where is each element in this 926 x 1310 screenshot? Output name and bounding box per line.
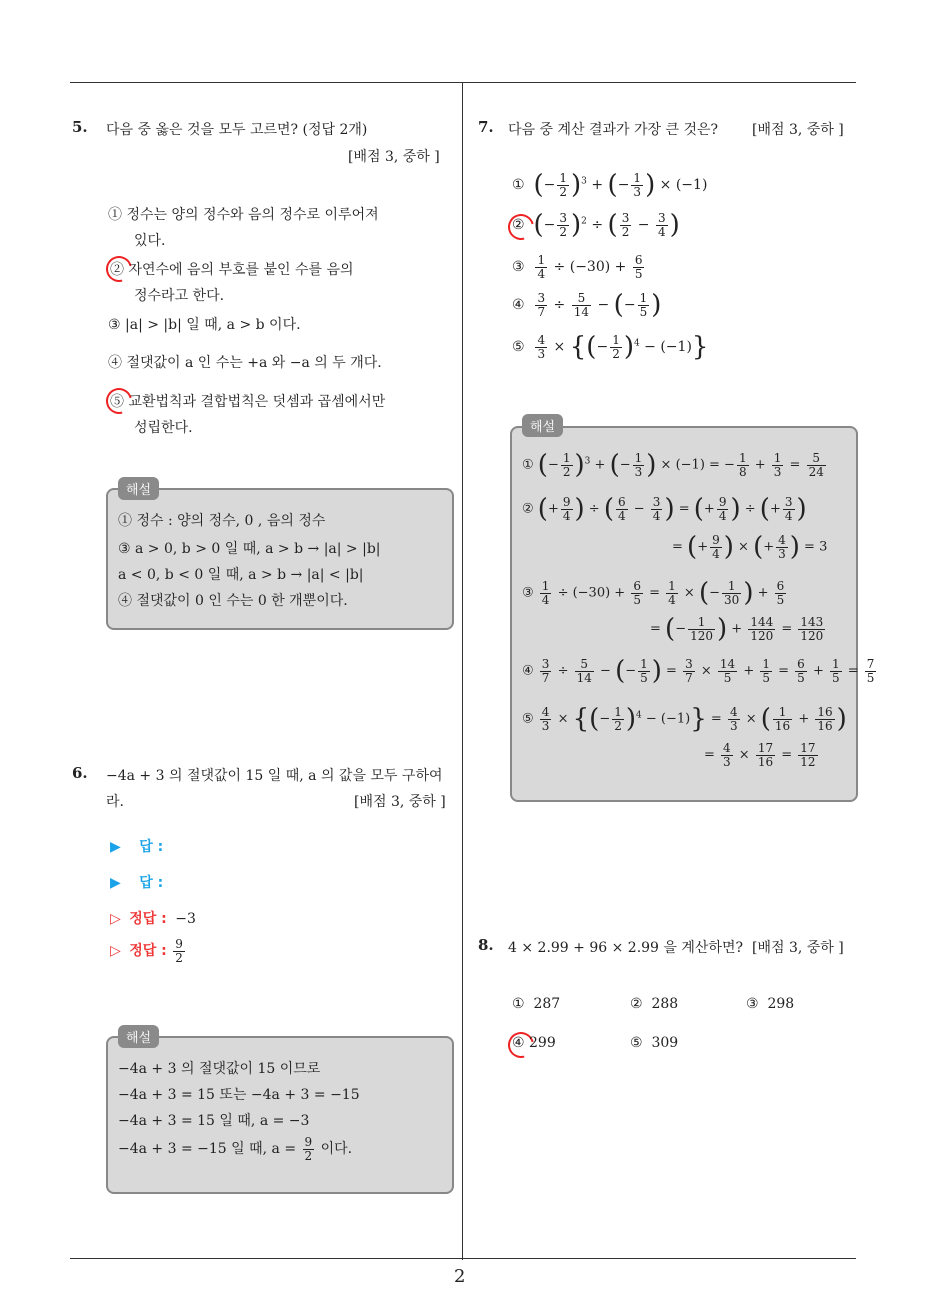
q7-number: 7. xyxy=(478,118,494,136)
q7-choice-3[interactable]: ③ $\frac{1}{4}$ ÷ (−30) + $\frac{6}{5}$ xyxy=(512,253,643,281)
q8-choice-5[interactable]: ⑤ 309 xyxy=(630,1035,679,1051)
q6-solution-line-1: −4a + 3 의 절댓값이 15 이므로 xyxy=(118,1061,321,1077)
page-number: 2 xyxy=(454,1266,466,1287)
q8-choice-2[interactable]: ② 288 xyxy=(630,996,679,1012)
q6-solution-line-2: −4a + 3 = 15 또는 −4a + 3 = −15 xyxy=(118,1087,360,1103)
top-rule xyxy=(70,82,856,83)
q5-text: 다음 중 옳은 것을 모두 고르면? (정답 2개) xyxy=(106,122,368,138)
q7-solution-2b: = (+ $\frac{9}{4}$ ) × (+ $\frac{4}{3}$ ) = 3 xyxy=(672,532,828,563)
q5-points: [배점 3, 중하 ] xyxy=(348,149,440,165)
q8-points: [배점 3, 중하 ] xyxy=(752,940,844,956)
correct-fraction: $\frac{9}{2}$ xyxy=(175,937,183,965)
answer-label: 답 : xyxy=(139,875,164,891)
q7-solution-tag: 해설 xyxy=(522,414,563,437)
q7-solution-1: ① (− $\frac{1}{2}$ )$^3$ + (− $\frac{1}{3}$ ) × (−1) = − $\frac{1}{8}$ + $\frac{1}{3}$ = $\frac{5}{24}$ xyxy=(522,450,824,481)
q8-text: 4 × 2.99 + 96 × 2.99 을 계산하면? xyxy=(508,940,743,956)
q7-solution-3a: ③ $\frac{1}{4}$ ÷ (−30) + $\frac{6}{5}$ = $\frac{1}{4}$ × (− $\frac{1}{30}$ ) + $\frac{6}{5}$ xyxy=(522,578,785,609)
q5-solution-tag: 해설 xyxy=(118,477,159,500)
q5-choice-1-text: 정수는 양의 정수와 음의 정수로 이루어져 xyxy=(126,207,379,223)
q5-choice-1-cont: 있다. xyxy=(134,233,166,249)
q7-solution-2a: ② (+ $\frac{9}{4}$ ) ÷ ( $\frac{6}{4}$ − $\frac{3}{4}$ ) = (+ $\frac{9}{4}$ ) ÷ (+ $\frac{3}{4}$ ) xyxy=(522,494,807,525)
triangle-filled-icon: ▶ xyxy=(110,875,121,891)
q5-choice-1-mark: ① xyxy=(108,207,122,223)
q5-choice-3[interactable] xyxy=(108,314,301,334)
q7-solution-5b: = $\frac{4}{3}$ × $\frac{17}{16}$ = $\frac{17}{12}$ xyxy=(704,741,816,769)
q8-choice-4[interactable]: ④ 299 xyxy=(512,1035,556,1051)
q7-choice-1[interactable]: ① (− $\frac{1}{2}$ )$^3$ + (− $\frac{1}{3}$ ) × (−1) xyxy=(512,170,708,201)
q5-number: 5. xyxy=(72,118,88,136)
q6-solution-tag: 해설 xyxy=(118,1025,159,1048)
answer-label: 답 : xyxy=(139,839,164,855)
q5-choice-3-mark: ③ xyxy=(108,317,121,333)
q6-correct-1 xyxy=(110,908,196,928)
q6-correct-2 xyxy=(110,938,187,964)
q6-solution-line-3: −4a + 3 = 15 일 때, a = −3 xyxy=(118,1113,310,1129)
q7-choice-4[interactable]: ④ $\frac{3}{7}$ ÷ $\frac{5}{14}$ − (− $\frac{1}{5}$ ) xyxy=(512,290,662,321)
correct-value: −3 xyxy=(175,911,196,927)
triangle-outline-icon: ▷ xyxy=(110,911,121,927)
bottom-rule xyxy=(70,1258,856,1259)
q8-number: 8. xyxy=(478,936,494,954)
q7-solution-5a: ⑤ $\frac{4}{3}$ × {(− $\frac{1}{2}$ )$^4$ − (−1)} = $\frac{4}{3}$ × ( $\frac{1}{16}$ + $\frac{16}{16}$ ) xyxy=(522,704,847,735)
q5-choice-1[interactable] xyxy=(108,204,379,224)
q5-choice-2-text: 자연수에 음의 부호를 붙인 수를 음의 xyxy=(128,262,354,278)
q7-choice-2[interactable]: ② (− $\frac{3}{2}$ )$^2$ ÷ ( $\frac{3}{2}$ − $\frac{3}{4}$ ) xyxy=(512,210,680,241)
q8-choice-1[interactable]: ① 287 xyxy=(512,996,561,1012)
q5-choice-4-text: 절댓값이 a 인 수는 +a 와 −a 의 두 개다. xyxy=(126,355,382,371)
triangle-outline-icon: ▷ xyxy=(110,943,121,960)
q6-solution-line-4: −4a + 3 = −15 일 때, a = $\frac{9}{2}$ 이다. xyxy=(118,1135,353,1163)
q5-choice-2-mark: ② xyxy=(110,262,124,278)
column-divider xyxy=(462,82,463,1260)
q7-solution-4: ④ $\frac{3}{7}$ ÷ $\frac{5}{14}$ − (− $\frac{1}{5}$ ) = $\frac{3}{7}$ × $\frac{14}{5}$ + $\frac{1}{5}$ = $\frac{6}{5}$ + $\frac{1}{5}$ = $\frac{7}{5}$ xyxy=(522,656,875,687)
q5-choice-3-text: |a| > |b| 일 때, a > b 이다. xyxy=(125,317,301,333)
q5-solution-line-3: a < 0, b < 0 일 때, a > b → |a| < |b| xyxy=(118,567,364,583)
q6-text: −4a + 3 의 절댓값이 15 일 때, a 의 값을 모두 구하여 xyxy=(106,768,443,784)
q5-choice-4-mark: ④ xyxy=(108,355,122,371)
correct-label: 정답 : xyxy=(129,911,167,927)
correct-label: 정답 : xyxy=(129,943,167,960)
q6-text-cont: 라. xyxy=(106,794,124,810)
q5-choice-5[interactable] xyxy=(110,391,385,411)
q6-points: [배점 3, 중하 ] xyxy=(354,794,446,810)
q5-solution-line-2: ③ a > 0, b > 0 일 때, a > b → |a| > |b| xyxy=(118,541,381,557)
q8-choice-3[interactable]: ③ 298 xyxy=(746,996,795,1012)
q5-choice-5-cont: 성립한다. xyxy=(134,420,193,436)
q7-text: 다음 중 계산 결과가 가장 큰 것은? xyxy=(508,122,719,138)
q6-answer-2[interactable] xyxy=(110,872,163,892)
q5-choice-5-text: 교환법칙과 결합법칙은 덧셈과 곱셈에서만 xyxy=(128,394,386,410)
q7-points: [배점 3, 중하 ] xyxy=(752,122,844,138)
q5-solution-line-1: ① 정수 : 양의 정수, 0 , 음의 정수 xyxy=(118,513,326,529)
q7-solution-3b: = (− $\frac{1}{120}$ ) + $\frac{144}{120}$ = $\frac{143}{120}$ xyxy=(650,614,824,645)
q5-choice-4[interactable] xyxy=(108,352,382,372)
q6-answer-1[interactable] xyxy=(110,836,163,856)
q5-choice-5-mark: ⑤ xyxy=(110,394,124,410)
q5-solution-line-4: ④ 절댓값이 0 인 수는 0 한 개뿐이다. xyxy=(118,593,348,609)
q5-choice-2-cont: 정수라고 한다. xyxy=(134,288,225,304)
q6-number: 6. xyxy=(72,764,88,782)
q7-choice-5[interactable]: ⑤ $\frac{4}{3}$ × {(− $\frac{1}{2}$ )$^4$ − (−1)} xyxy=(512,332,709,363)
q5-choice-2[interactable] xyxy=(110,259,354,279)
triangle-filled-icon: ▶ xyxy=(110,839,121,855)
